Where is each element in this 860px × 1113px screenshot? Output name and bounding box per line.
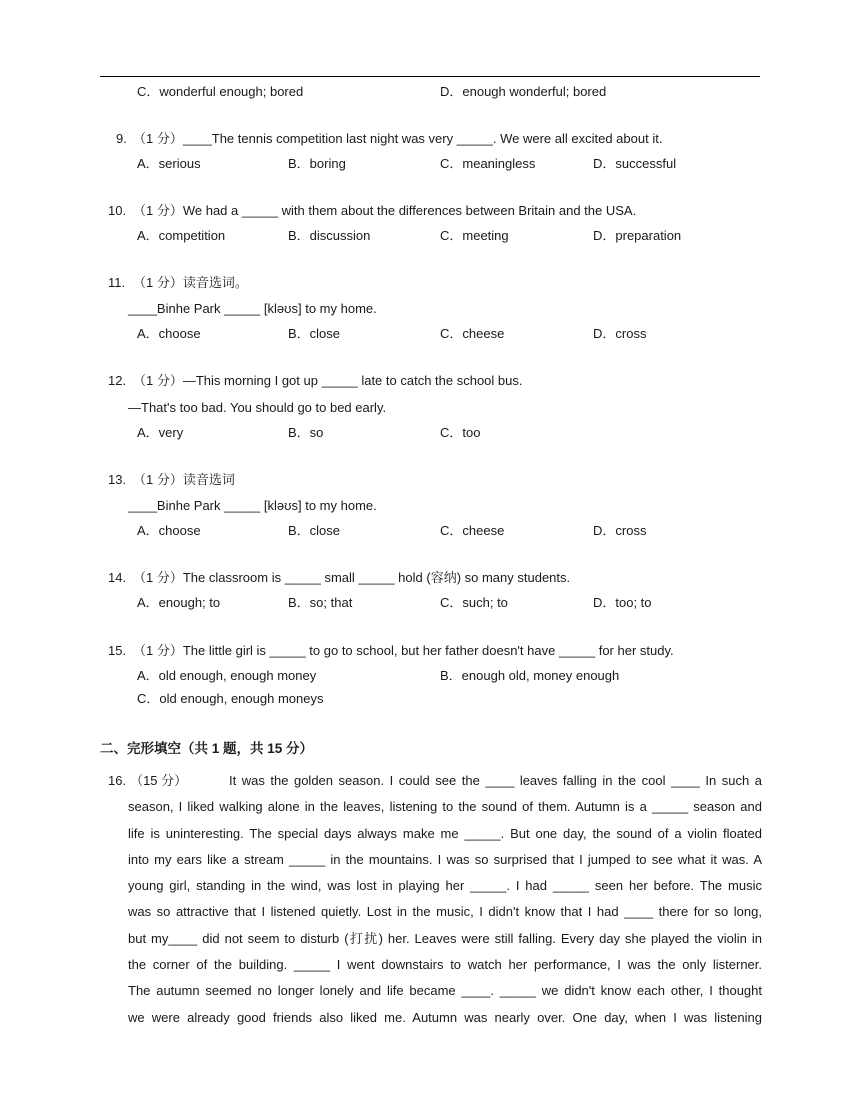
question-number: 13. <box>108 472 127 487</box>
question-score: （15 分） <box>130 773 188 788</box>
question-stem: （1 分）____The tennis competition last night was very _____. We were all excited about it. <box>133 131 663 146</box>
passage-line: season, I liked walking alone in the leaves, listening to the sound of them. Autumn is a _____ season and <box>128 799 762 815</box>
question-number: 12. <box>108 373 127 388</box>
option-b: B．discussion <box>288 228 371 243</box>
question-number: 11. <box>108 275 126 290</box>
passage-line: was so attractive that I listened quietly. Lost in the music, I didn't know that I had ____ there for so long, <box>128 904 762 920</box>
question-stem: （1 分）读音选词。 <box>133 275 248 290</box>
option-d: D．preparation <box>593 228 682 243</box>
question-stem: （1 分）—This morning I got up _____ late to catch the school bus. <box>133 373 523 388</box>
option-d-prev: D．enough wonderful; bored <box>440 84 607 99</box>
option-b: B．so <box>288 425 324 440</box>
question-stem: （1 分）The little girl is _____ to go to school, but her father doesn't have _____ for her study. <box>133 643 674 658</box>
question-number: 15. <box>108 643 127 658</box>
question-number: 9. <box>116 131 127 146</box>
option-a: A．serious <box>137 156 201 171</box>
option-a: A．competition <box>137 228 226 243</box>
option-c: C．too <box>440 425 481 440</box>
header-rule <box>100 76 760 77</box>
option-a: A．old enough, enough money <box>137 668 317 683</box>
option-a: A．enough; to <box>137 595 221 610</box>
option-d: D．cross <box>593 523 647 538</box>
section-heading: 二、完形填空（共 1 题，共 15 分） <box>100 741 314 756</box>
option-a: A．very <box>137 425 184 440</box>
option-c: C．meeting <box>440 228 509 243</box>
question-stem: （1 分）We had a _____ with them about the differences between Britain and the USA. <box>133 203 637 218</box>
option-c: C．meaningless <box>440 156 536 171</box>
option-b: B．enough old, money enough <box>440 668 620 683</box>
passage-line: life is uninteresting. The special days always make me _____. But one day, the sound of a violin floated <box>128 825 762 841</box>
passage-line: It was the golden season. I could see the ____ leaves falling in the cool ____ In such a <box>229 773 762 788</box>
option-c: C．old enough, enough moneys <box>137 691 324 706</box>
question-stem-line2: ____Binhe Park _____ [kləʊs] to my home. <box>128 498 377 513</box>
option-c: C．such; to <box>440 595 508 610</box>
question-stem: （1 分）The classroom is _____ small _____ hold (容纳) so many students. <box>133 570 571 585</box>
option-c: C．cheese <box>440 523 505 538</box>
passage-line: but my____ did not seem to disturb (打扰) her. Leaves were still falling. Every day she played the violin in <box>128 930 762 946</box>
option-b: B．boring <box>288 156 346 171</box>
option-b: B．close <box>288 326 341 341</box>
option-d: D．too; to <box>593 595 652 610</box>
question-stem-line2: —That's too bad. You should go to bed early. <box>128 400 387 415</box>
passage-line: the corner of the building. _____ I went downstairs to watch her performance, I was the only listerner. <box>128 957 762 973</box>
question-number: 14. <box>108 570 127 585</box>
option-a: A．choose <box>137 326 201 341</box>
option-b: B．so; that <box>288 595 353 610</box>
passage-line: The autumn seemed no longer lonely and life became ____. _____ we didn't know each other, I thought <box>128 983 762 999</box>
question-stem: （1 分）读音选词 <box>133 472 235 487</box>
option-a: A．choose <box>137 523 201 538</box>
option-c-prev: C．wonderful enough; bored <box>137 84 304 99</box>
option-c: C．cheese <box>440 326 505 341</box>
option-d: D．successful <box>593 156 677 171</box>
cloze-passage <box>128 768 762 1031</box>
question-stem-line2: ____Binhe Park _____ [kləʊs] to my home. <box>128 301 377 316</box>
option-d: D．cross <box>593 326 647 341</box>
option-b: B．close <box>288 523 341 538</box>
question-number: 10. <box>108 203 127 218</box>
question-number: 16. <box>108 773 127 788</box>
passage-line: young girl, standing in the wind, was lost in playing her _____. I had _____ seen her before. The music <box>128 878 762 894</box>
passage-line: into my ears like a stream _____ in the mountains. I was so surprised that I jumped to see what it was. A <box>128 851 762 867</box>
passage-line: we were already good friends also liked me. Autumn was nearly over. One day, when I was listening <box>128 1009 762 1025</box>
